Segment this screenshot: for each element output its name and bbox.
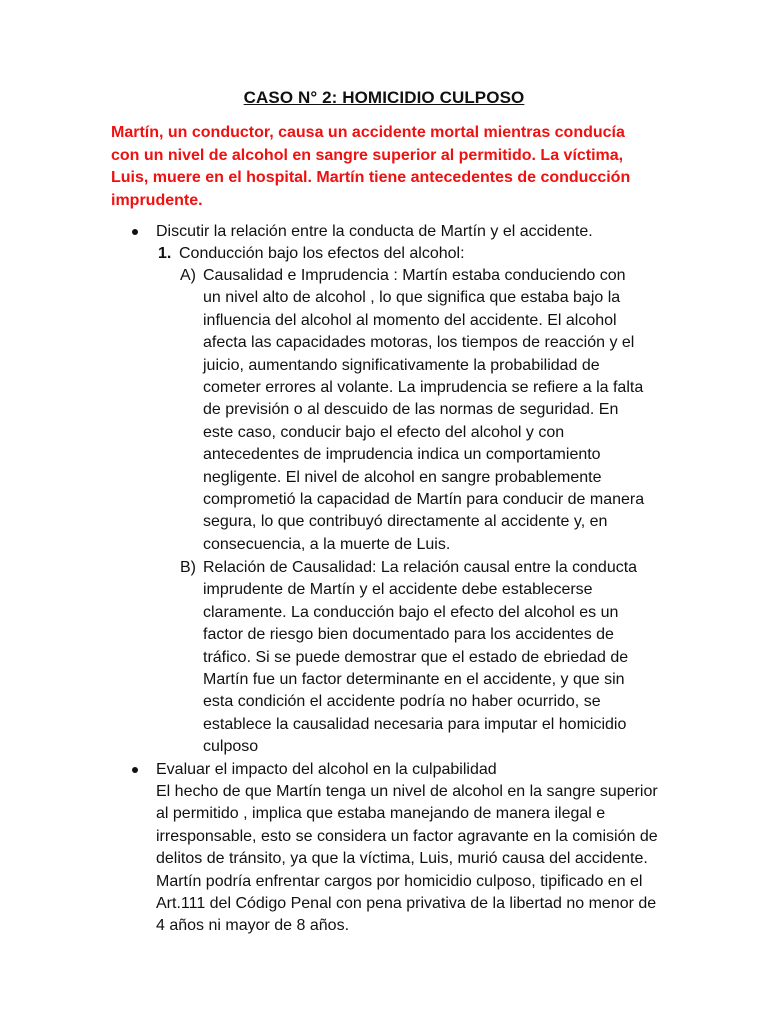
list-letter: B): [180, 559, 196, 576]
numbered-item-text: Conducción bajo los efectos del alcohol:: [179, 245, 465, 262]
evaluation-paragraph: El hecho de que Martín tenga un nivel de alcohol en la sangre superior al permitido , implica que estaba manejando de manera ilegal e irresponsable, esto se considera un factor agravante en la comisión de delitos de tránsito, ya que la víctima, Luis, murió causa del accidente. Martín podría enfrentar cargos por homicidio culposo, tipificado en el Art.111 del Código Penal con pena privativa de la libertad no menor de 4 años ni mayor de 8 años.: [156, 783, 658, 935]
bullet-text: Evaluar el impacto del alcohol en la culpabilidad: [156, 761, 497, 778]
list-number: 1.: [158, 245, 172, 262]
bullet-icon: [132, 767, 138, 773]
sub-item-text: Causalidad e Imprudencia : Martín estaba conduciendo con un nivel alto de alcohol , lo que significa que estaba bajo la influencia del alcohol al momento del accidente. El alcohol afecta las capacidades motoras, los tiempos de reacción y el juicio, aumentando significativamente la probabilidad de cometer errores al volante. La imprudencia se refiere a la falta de previsión o al descuido de las normas de seguridad. En este caso, conducir bajo el efecto del alcohol y con antecedentes de imprudencia indica un comportamiento negligente. El nivel de alcohol en sangre probablemente comprometió la capacidad de Martín para conducir de manera segura, lo que contribuyó directamente al accidente y, en consecuencia, a la muerte de Luis.: [203, 267, 645, 553]
bullet-text: Discutir la relación entre la conducta de Martín y el accidente.: [156, 223, 593, 240]
sub-item-text: Relación de Causalidad: La relación causal entre la conducta imprudente de Martín y el accidente debe establecerse claramente. La conducción bajo el efecto del alcohol es un factor de riesgo bien documentado para los accidentes de tráfico. Si se puede demostrar que el estado de ebriedad de Martín fue un factor determinante en el accidente, y que sin esta condición el accidente podría no haber ocurrido, se establece la causalidad necesaria para imputar el homicidio culposo: [203, 559, 638, 756]
list-letter: A): [180, 267, 196, 284]
document-title: CASO N° 2: HOMICIDIO CULPOSO: [243, 88, 525, 107]
case-summary: Martín, un conductor, causa un accidente mortal mientras conducía con un nivel de alcohol en sangre superior al permitido. La víctima, Luis, muere en el hospital. Martín tiene antecedentes de conducción imprudente.: [111, 124, 631, 209]
bullet-icon: [132, 229, 138, 235]
